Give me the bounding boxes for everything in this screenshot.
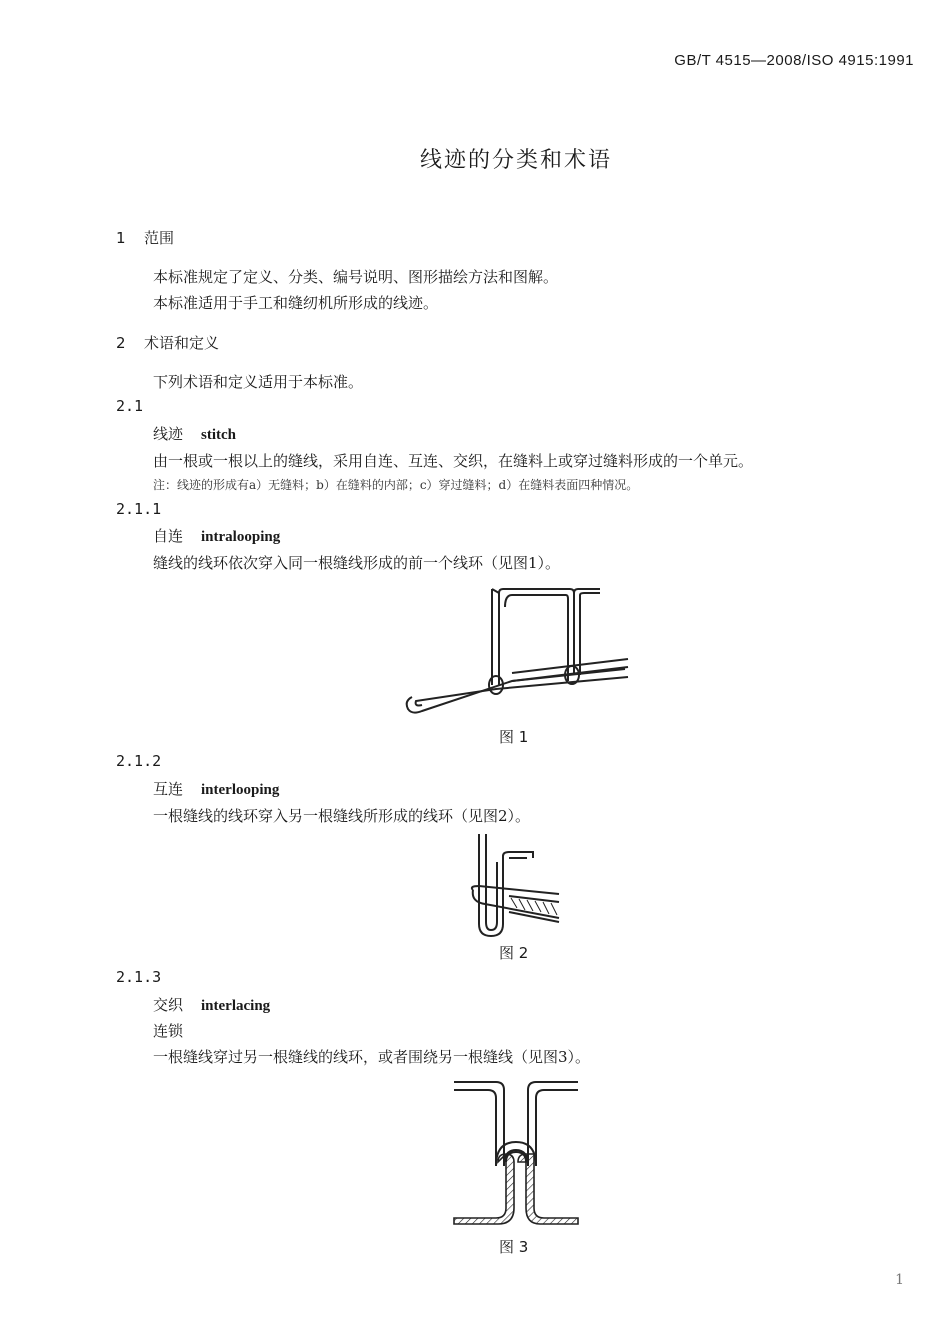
paragraph: 本标准适用于手工和缝纫机所形成的线迹。 — [153, 294, 439, 312]
section-1-heading — [116, 227, 174, 248]
term-en: stitch — [201, 427, 237, 443]
section-number: 1 — [116, 229, 126, 247]
section-title: 术语和定义 — [144, 334, 220, 352]
section-number: 2 — [116, 334, 126, 352]
term-en: interlooping — [201, 782, 280, 798]
term-heading — [153, 994, 270, 1015]
page-number: 1 — [895, 1272, 904, 1288]
clause-number: 2.1.2 — [116, 752, 162, 770]
term-zh: 自连 — [153, 527, 184, 545]
term-heading — [153, 778, 279, 799]
figure-1-caption: 图 1 — [499, 728, 529, 746]
section-2-heading — [116, 332, 219, 353]
term-definition: 一根缝线的线环穿入另一根缝线所形成的线环（见图2）。 — [153, 807, 531, 825]
figure-2-diagram — [465, 832, 570, 940]
clause-number: 2.1.1 — [116, 500, 162, 518]
term-heading — [153, 525, 280, 546]
figure-2-caption: 图 2 — [499, 944, 529, 962]
term-en: interlacing — [201, 998, 271, 1014]
note: 注：线迹的形成有a）无缝料；b）在缝料的内部；c）穿过缝料；d）在缝料表面四种情况。 — [153, 478, 639, 492]
term-heading — [153, 423, 236, 444]
term-zh: 线迹 — [153, 425, 184, 443]
term-definition: 由一根或一根以上的缝线，采用自连、互连、交织，在缝料上或穿过缝料形成的一个单元。 — [153, 452, 754, 470]
clause-number: 2.1 — [116, 397, 144, 415]
section-title: 范围 — [144, 229, 175, 247]
clause-number: 2.1.3 — [116, 968, 162, 986]
term-synonym: 连锁 — [153, 1022, 184, 1040]
term-zh: 交织 — [153, 996, 184, 1014]
page-title: 线迹的分类和术语 — [419, 148, 612, 173]
term-definition: 缝线的线环依次穿入同一根缝线形成的前一个线环（见图1）。 — [153, 554, 561, 572]
standard-number: GB/T 4515—2008/ISO 4915:1991 — [674, 52, 914, 69]
term-zh: 互连 — [153, 780, 184, 798]
figure-3-diagram — [448, 1078, 584, 1230]
term-en: intralooping — [201, 529, 281, 545]
paragraph: 下列术语和定义适用于本标准。 — [153, 373, 364, 391]
term-definition: 一根缝线穿过另一根缝线的线环，或者围绕另一根缝线（见图3）。 — [153, 1048, 591, 1066]
paragraph: 本标准规定了定义、分类、编号说明、图形描绘方法和图解。 — [153, 268, 559, 286]
figure-3-caption: 图 3 — [499, 1238, 529, 1256]
figure-1-diagram — [400, 585, 640, 720]
